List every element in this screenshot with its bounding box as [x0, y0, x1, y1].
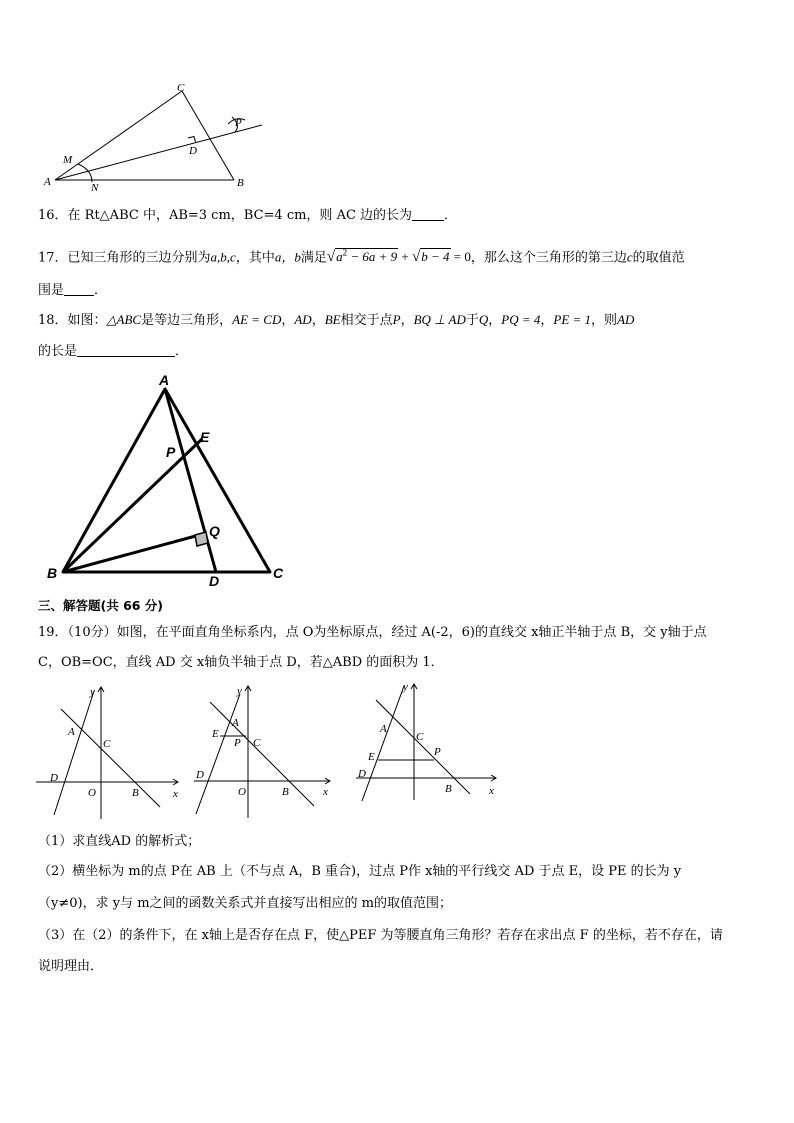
- graph2-label-x: x: [323, 786, 328, 798]
- q18-answer-blank[interactable]: [77, 344, 175, 357]
- q17-mid2: 满足: [300, 250, 327, 266]
- figure-equilateral-triangle: [40, 368, 300, 588]
- q17-mid3: ，那么这个三角形的第三边: [470, 250, 627, 266]
- q18-t8: ，: [540, 313, 554, 328]
- q17-ab: a，b: [274, 249, 301, 265]
- q18-t2: ，: [281, 313, 295, 328]
- q18-t4: 相交于点: [340, 313, 393, 328]
- section-3-heading: [38, 597, 756, 616]
- graph2-label-o: O: [238, 786, 246, 798]
- question-18-line2: [38, 343, 756, 361]
- fig1-label-d: D: [189, 145, 197, 157]
- fig1-label-m: M: [63, 154, 73, 166]
- graph3-label-a: A: [380, 723, 387, 735]
- graph1-label-y: y: [90, 686, 95, 698]
- fig1-label-b: B: [237, 177, 244, 189]
- q18-q: Q: [478, 312, 489, 327]
- figure-graph-2: [190, 678, 340, 823]
- fig2-label-d: D: [209, 573, 220, 588]
- q17-eq-zero: = 0: [450, 249, 471, 265]
- section-3-title: 三、解答题(共 66 分): [38, 598, 164, 613]
- q17-end: 的取值范: [632, 250, 685, 266]
- question-19-sub3-line2: 说明理由．: [38, 959, 104, 974]
- q16-tail: ．: [444, 208, 458, 223]
- q17-abc: a,b,c: [210, 249, 236, 265]
- q18-ad: AD: [617, 312, 635, 327]
- q17-eq-a: a: [336, 249, 343, 265]
- question-19-line1: 19．（10分）如图，在平面直角坐标系内，点 O为坐标原点，经过 A(-2，6)的直线交 x轴正半轴于点 B，交 y轴于点: [38, 625, 707, 640]
- question-19-sub3-line1: （3）在（2）的条件下，在 x轴上是否存在点 F，使△PEF 为等腰直角三角形？若存在求出点 F 的坐标，若不存在，请: [38, 928, 723, 943]
- q18-t3: ，: [311, 313, 325, 328]
- q18-pre: 18．如图：: [38, 313, 107, 328]
- question-17-line2: [38, 282, 756, 300]
- fig1-label-a: A: [44, 176, 51, 188]
- q17-eq-b: b − 4: [421, 249, 450, 265]
- graph3-label-d: D: [358, 768, 366, 780]
- q18-t7: ，: [488, 313, 502, 328]
- q18-e1: AE = CD: [232, 312, 282, 327]
- q18-e6: PE = 1: [553, 312, 592, 327]
- graph1-label-b: B: [132, 787, 139, 799]
- graph2-label-a: A: [232, 717, 239, 729]
- graph3-label-x: x: [489, 785, 494, 797]
- fig2-label-b: B: [47, 565, 58, 581]
- q17-equation: $√a^2 - 6a + 9 + √b - 4 = 0$: [326, 248, 471, 266]
- question-19-sub2-line1: （2）横坐标为 m的点 P在 AB 上（不与点 A，B 重合)，过点 P作 x轴的平行线交 AD 于点 E，设 PE 的长为 y: [38, 864, 682, 879]
- q18-e3: BE: [324, 312, 341, 327]
- figure-graph-3: [352, 676, 504, 804]
- graph3-label-b: B: [445, 783, 452, 795]
- fig2-label-p: P: [166, 444, 176, 460]
- graph2-label-p: P: [234, 737, 241, 749]
- q18-p: P: [392, 312, 401, 327]
- graph2-label-e: E: [212, 728, 219, 740]
- graph2-label-d: D: [196, 769, 204, 781]
- question-19-sub1: （1）求直线AD 的解析式；: [38, 834, 201, 849]
- q18-e5: PQ = 4: [501, 312, 541, 327]
- fig2-label-c: C: [273, 565, 284, 581]
- q18-e2: AD: [294, 312, 312, 327]
- fig1-label-n: N: [91, 182, 99, 194]
- graph1-label-d: D: [50, 772, 58, 784]
- graph1-label-c: C: [103, 738, 111, 750]
- figure-angle-bisector: [36, 80, 276, 195]
- q18-tri: △ABC: [106, 312, 142, 327]
- graph3-label-e: E: [368, 751, 375, 763]
- fig1-label-p: P: [235, 117, 242, 129]
- q17-mid1: ，其中: [235, 250, 275, 266]
- question-16: [38, 207, 756, 225]
- q17-eq-plus: +: [398, 249, 412, 265]
- q18-line2: 的长是: [38, 344, 78, 359]
- question-18: [38, 311, 756, 330]
- q17-tail: ．: [94, 283, 108, 298]
- q18-t5: ，: [400, 313, 414, 328]
- graph3-label-c: C: [416, 731, 424, 743]
- q17-answer-blank[interactable]: [64, 283, 94, 296]
- q18-t9: ，则: [591, 313, 618, 328]
- question-19-line2: C，OB=OC，直线 AD 交 x轴负半轴于点 D，若△ABD 的面积为 1．: [38, 655, 444, 670]
- graph2-label-y: y: [237, 685, 242, 697]
- q17-pre: 17．已知三角形的三边分别为: [38, 250, 211, 266]
- graph1-label-a: A: [68, 726, 75, 738]
- question-19-sub2-line2: （y≠0)，求 y与 m之间的函数关系式并直接写出相应的 m的取值范围；: [38, 896, 452, 911]
- q17-c: c: [626, 249, 633, 265]
- q17-eq-rest: − 6a + 9: [347, 249, 398, 265]
- graph3-label-y: y: [403, 681, 408, 693]
- graph2-label-b: B: [282, 786, 289, 798]
- fig1-label-c: C: [177, 82, 185, 94]
- q18-t6: 于: [465, 313, 479, 328]
- fig2-label-e: E: [200, 429, 210, 445]
- graph2-label-c: C: [253, 737, 261, 749]
- fig2-label-a: A: [159, 372, 170, 388]
- graph1-label-x: x: [173, 788, 178, 800]
- q18-tail: ．: [175, 344, 189, 359]
- question-17: [38, 244, 756, 267]
- q17-eq-exp: 2: [342, 248, 348, 258]
- q16-text: 16．在 Rt△ABC 中，AB=3 cm，BC=4 cm，则 AC 边的长为: [38, 208, 413, 223]
- fig2-label-q: Q: [209, 523, 220, 539]
- graph1-label-o: O: [88, 787, 96, 799]
- q18-e4: BQ ⊥ AD: [413, 312, 466, 327]
- graph3-label-p: P: [434, 746, 441, 758]
- figure-graph-1: [36, 683, 188, 823]
- q17-line2: 围是: [38, 283, 65, 298]
- q18-t1: 是等边三角形，: [141, 313, 233, 328]
- q16-answer-blank[interactable]: [412, 208, 444, 221]
